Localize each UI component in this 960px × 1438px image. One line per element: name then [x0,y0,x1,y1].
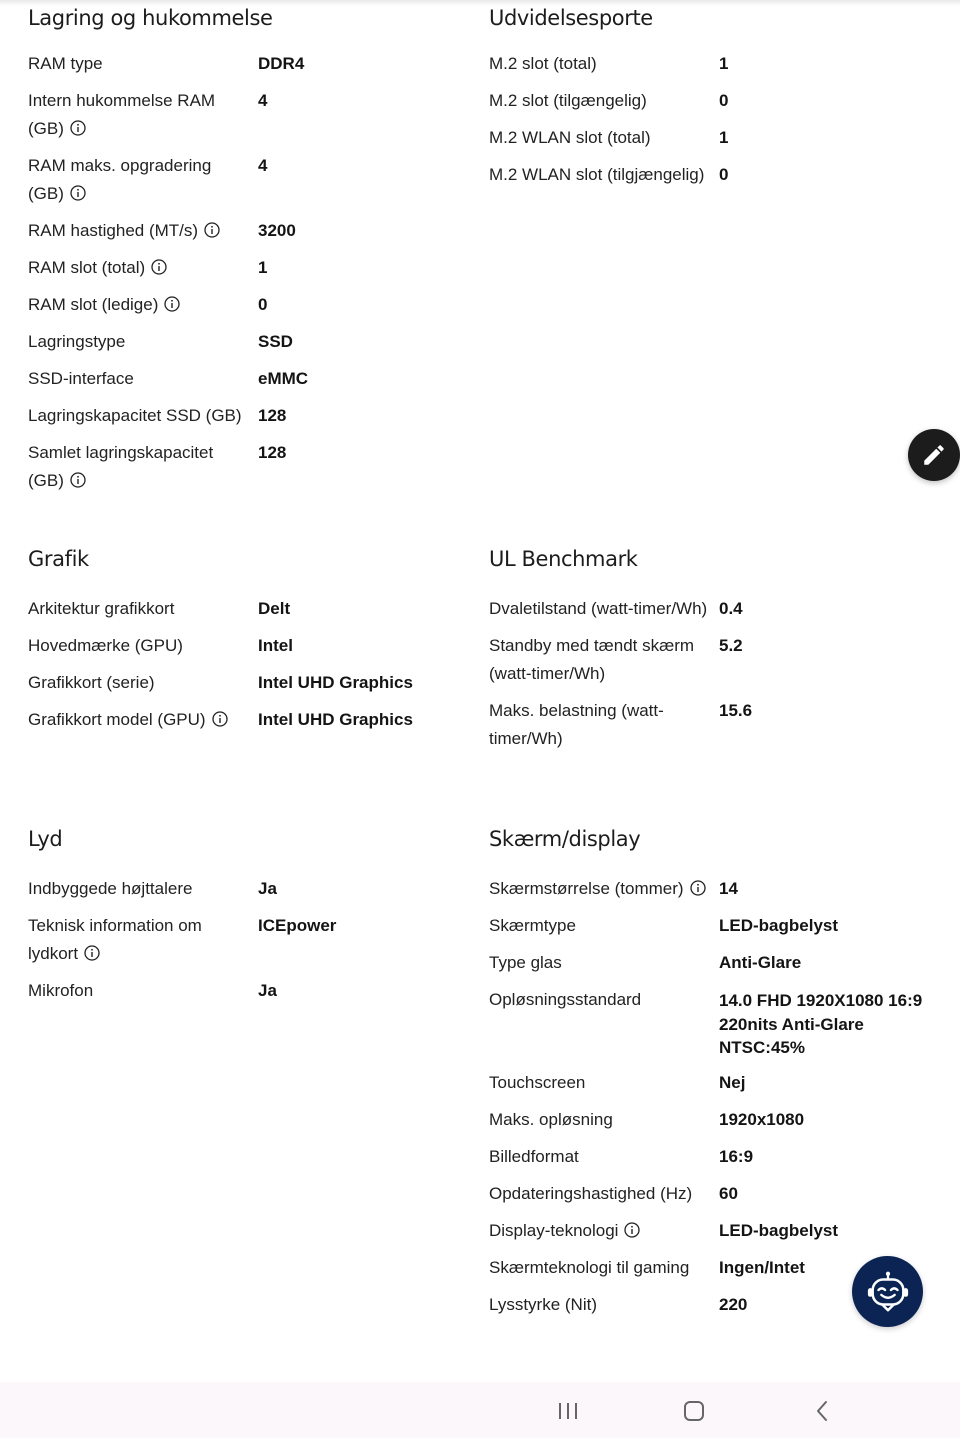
spec-row [489,1106,929,1134]
spec-label: Skærmteknologi til gaming [489,1257,690,1277]
section-audio [28,823,458,1014]
spec-row [489,87,929,115]
spec-value: 14.0 FHD 1920X1080 16:9 220nits Anti-Glare NTSC:45% [719,991,923,1057]
spec-label: SSD-interface [28,369,134,388]
spec-value: 60 [719,1183,738,1203]
spec-row [489,949,929,977]
assistant-chat-button[interactable] [852,1256,923,1327]
spec-label: Grafikkort (serie) [28,673,155,692]
info-icon[interactable] [204,222,220,238]
spec-value: 14 [719,879,738,898]
info-icon[interactable] [84,945,100,961]
spec-value: Intel [258,636,293,655]
edit-button[interactable] [908,429,960,481]
spec-value: eMMC [258,369,309,388]
spec-row [28,365,458,393]
back-button[interactable] [802,1396,842,1426]
spec-row [28,328,458,356]
spec-label-wrap [28,706,258,734]
spec-label-wrap [28,217,258,245]
spec-value: Intel UHD Graphics [258,710,413,729]
spec-row [28,632,458,660]
spec-value: 220 [719,1294,748,1314]
spec-row [28,912,458,968]
section-title-expansion: Udvidelsesporte [489,6,653,30]
spec-row [28,152,458,208]
spec-label: Billedformat [489,1146,579,1166]
spec-row [28,875,458,903]
spec-value: 128 [258,406,287,425]
spec-label: RAM slot (total) [28,258,146,277]
spec-value: 1920x1080 [719,1109,805,1129]
spec-value: Ja [258,879,277,898]
spec-value: 0.4 [719,599,743,618]
spec-label-wrap [28,912,258,968]
spec-label: RAM type [28,54,103,73]
spec-label: RAM hastighed (MT/s) [28,221,199,240]
spec-value: 0 [719,91,729,110]
info-icon[interactable] [164,296,180,312]
spec-row [489,595,929,623]
spec-label: Teknisk information om lydkort [28,916,202,963]
spec-label-wrap [28,152,258,208]
spec-label-wrap [489,875,719,903]
section-storage [28,2,458,504]
spec-value: 3200 [258,221,296,240]
spec-value: 4 [258,156,268,175]
spec-label: Grafikkort model (GPU) [28,710,206,729]
spec-value: 0 [258,295,268,314]
section-graphics [28,543,458,743]
spec-label: Intern hukommelse RAM (GB) [28,91,216,138]
system-nav-bar [0,1382,960,1438]
spec-label: Arkitektur grafikkort [28,599,175,618]
spec-label: Samlet lagringskapacitet (GB) [28,443,214,490]
spec-row [489,124,929,152]
spec-row [28,595,458,623]
spec-value: 1 [258,258,268,277]
spec-label: Mikrofon [28,981,94,1000]
spec-value: 0 [719,165,729,184]
spec-label-wrap [28,87,258,143]
spec-label: Standby med tændt skærm (watt-timer/Wh) [489,636,695,683]
section-ul-benchmark [489,543,929,762]
spec-label: Lysstyrke (Nit) [489,1294,597,1314]
spec-value: SSD [258,332,293,351]
spec-label: Lagringstype [28,332,126,351]
spec-label: Touchscreen [489,1072,586,1092]
info-icon[interactable] [70,120,86,136]
spec-label: Maks. belastning (watt-timer/Wh) [489,701,664,748]
home-icon [683,1400,705,1422]
spec-row [489,50,929,78]
section-title-graphics: Grafik [28,547,89,571]
spec-value: 5.2 [719,636,743,655]
spec-row [28,669,458,697]
spec-label: Type glas [489,953,562,972]
section-title-audio: Lyd [28,827,63,851]
info-icon[interactable] [690,880,706,896]
spec-label: Opdateringshastighed (Hz) [489,1183,693,1203]
spec-label: RAM slot (ledige) [28,295,159,314]
spec-label: M.2 WLAN slot (total) [489,128,651,147]
spec-row [489,875,929,903]
spec-row [28,977,458,1005]
spec-label: Display-teknologi [489,1220,619,1240]
spec-value: 1 [719,54,729,73]
section-title-storage: Lagring og hukommelse [28,6,273,30]
spec-value: Ingen/Intet [719,1257,805,1277]
spec-label: Opløsningsstandard [489,990,642,1009]
home-button[interactable] [674,1396,714,1426]
spec-value: 1 [719,128,729,147]
spec-value: Anti-Glare [719,953,802,972]
section-title-benchmark: UL Benchmark [489,547,638,571]
spec-label: Skærmstørrelse (tommer) [489,879,684,898]
spec-row [28,706,458,734]
spec-value: 15.6 [719,701,753,720]
spec-label: M.2 WLAN slot (tilgjængelig) [489,165,705,184]
spec-label-wrap [28,254,258,282]
spec-row [489,986,929,1060]
section-title-display: Skærm/display [489,827,641,851]
recents-button[interactable] [548,1396,588,1426]
spec-label: M.2 slot (total) [489,54,597,73]
recents-icon [556,1401,580,1421]
spec-label: Dvaletilstand (watt-timer/Wh) [489,599,708,618]
spec-label: Hovedmærke (GPU) [28,636,183,655]
spec-row [489,161,929,189]
spec-value: 128 [258,443,287,462]
spec-row [489,1217,929,1245]
spec-row [28,50,458,78]
info-icon[interactable] [212,711,228,727]
robot-chat-icon [865,1269,911,1315]
info-icon[interactable] [70,185,86,201]
spec-row [28,402,458,430]
spec-row [489,632,929,688]
spec-label: Indbyggede højttalere [28,879,193,898]
spec-value: ICEpower [258,916,337,935]
spec-row [28,439,458,495]
spec-row [489,1143,929,1171]
spec-row [489,1180,929,1208]
spec-value: Intel UHD Graphics [258,673,413,692]
spec-label: RAM maks. opgradering (GB) [28,156,212,203]
pencil-icon [921,442,947,468]
info-icon[interactable] [624,1222,640,1238]
info-icon[interactable] [151,259,167,275]
spec-value: LED-bagbelyst [719,1220,839,1240]
spec-value: Delt [258,599,291,618]
spec-row [489,912,929,940]
spec-value: Nej [719,1072,746,1092]
spec-value: 16:9 [719,1146,754,1166]
spec-row [28,87,458,143]
spec-value: DDR4 [258,54,305,73]
section-display [489,823,929,1328]
spec-label: Lagringskapacitet SSD (GB) [28,406,242,425]
spec-label: Maks. opløsning [489,1109,613,1129]
spec-row [28,217,458,245]
section-expansion-ports [489,2,929,198]
spec-row [489,697,929,753]
spec-label-wrap [28,291,258,319]
spec-row [28,291,458,319]
spec-label: Skærmtype [489,916,576,935]
spec-value: 4 [258,91,268,110]
spec-label-wrap [489,1217,719,1245]
spec-value: LED-bagbelyst [719,916,839,935]
back-icon [814,1400,830,1422]
spec-value: Ja [258,981,277,1000]
spec-label: M.2 slot (tilgængelig) [489,91,647,110]
info-icon[interactable] [70,472,86,488]
spec-row [28,254,458,282]
spec-row [489,1069,929,1097]
spec-label-wrap [28,439,258,495]
